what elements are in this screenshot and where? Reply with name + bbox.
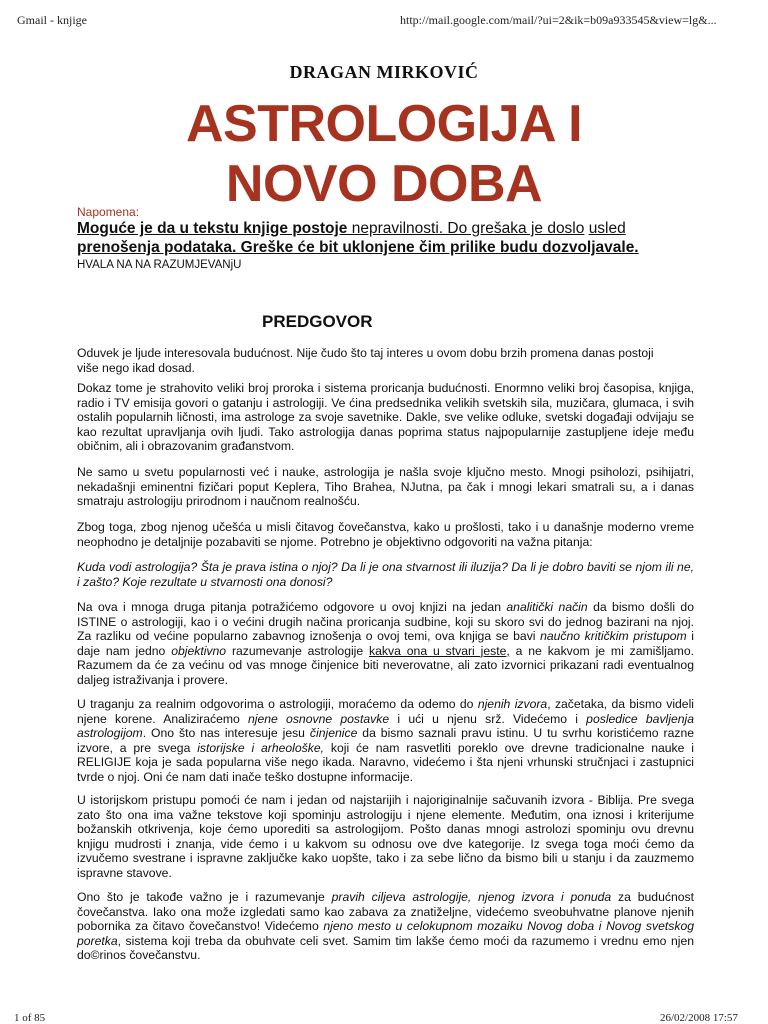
book-title-line-1: ASTROLOGIJA I bbox=[185, 95, 583, 153]
p7-h: činjenice bbox=[309, 726, 358, 741]
p7-c: , začetaka, da bismo videli njene korene. Analiziraćemo bbox=[77, 697, 694, 726]
section-heading: PREDGOVOR bbox=[262, 312, 373, 331]
p9-c: za budućnost čovečanstva. Iako ona može izgledati samo kao zabava za znatiželjne, videćemo sveobuhvatne planove njenih pobornika za čitavo čovečanstvo! Videćemo bbox=[77, 890, 694, 934]
paragraph-3: Ne samo u svetu popularnosti već i nauke, astrologija je našla svoje ključno mesto. Mnogi psiholozi, psihijatri, nekadašnji eminentni fizičari poput Keplera, Tiho Brahea, NJutna, pa čak i mnogi lekari smatrali su, a i danas smatraju astrologiju prirodnom i naučnom realnošću. bbox=[77, 465, 694, 509]
author-name: DRAGAN MIRKOVIĆ bbox=[289, 62, 479, 82]
book-title-line-2: NOVO DOBA bbox=[225, 155, 543, 213]
note-segment: Moguće je da u tekstu knjige postoje bbox=[77, 219, 348, 237]
p7-d: njene osnovne postavke bbox=[248, 711, 390, 726]
p7-j: istorijske i arheološke, bbox=[197, 740, 325, 755]
p7-k: koji će nam rasvetliti poreklo ove drevne tradicionalne nauke i RELIGIJE koja je sada popularna više nego ikada. Naravno, videćemo i šta njeni vrhunski stručnjaci i zastupnici tvrde o njoj. Oni će nam dati inače teško dostupne informacije. bbox=[77, 740, 694, 784]
paragraph-5 bbox=[77, 560, 694, 589]
note-segment: prenošenja podataka. Greške će bit uklonjene čim prilike budu dozvoljavale. bbox=[77, 238, 639, 256]
paragraph-5-text: Kuda vodi astrologija? Šta je prava istina o njoj? Da li je ona stvarnost ili iluzija? Da li je dobro baviti se njom ili ne, i zašto? Koje rezultate u stvarnosti ona donosi? bbox=[77, 560, 694, 589]
p6-c: da bismo došli do ISTINE o astrologiji, kao i o većini drugih načina proricanja sudbine, koji su skoro svi do jednog bazirani na njoj. Za razliku od većine popularno zabavnog iznošenja o ovoj temi, ova knjiga se bavi bbox=[77, 600, 694, 644]
p6-f: objektivno bbox=[171, 643, 227, 658]
p7-f: posledice bavljenja astrologijom bbox=[77, 711, 694, 741]
paragraph-9 bbox=[77, 890, 694, 963]
note-segment: nepravilnosti. Do grešaka je doslo bbox=[347, 219, 585, 237]
p6-g: razumevanje astrologije bbox=[226, 643, 370, 658]
note-label: Napomena: bbox=[77, 205, 140, 219]
p9-d: njeno mesto u celokupnom mozaiku Novog doba i Novog svetskog poretka bbox=[77, 919, 694, 948]
p7-b: njenih izvora bbox=[477, 697, 548, 711]
paragraph-7 bbox=[77, 697, 694, 785]
paragraph-2: Dokaz tome je strahovito veliki broj proroka i sistema proricanja budućnosti. Enormno veliki broj časopisa, knjiga, radio i TV emisija govori o gatanju i astrologiji. Ve ćina predsednika velikih svetskih sila, muzičara, glumaca, i svih ostalih popularnih ličnosti, ima astrologe za svoje savetnike. Dakle, sve velike odluke, svetski događaji odvijaju se kao rezultat upravljanja ovih ljudi. Tako astrologija danas poprima status najpopularnije zastupljene ideje među običnim, ali i obrazovanim građanstvom. bbox=[77, 381, 694, 454]
p7-g: . Ono što nas interesuje jesu bbox=[142, 726, 310, 741]
p6-i: a ne kakvom je mi zamišljamo. Razumem da će za većinu od vas mnoge činjenice biti neverovatne, ali zato izvornici prikazani radi eventualnog daljeg istraživanja i provere. bbox=[77, 643, 694, 687]
note-segment: usled bbox=[588, 219, 626, 237]
p6-b: analitički način bbox=[506, 600, 588, 614]
p9-e: , sistema koji treba da obuhvate celi svet. Samim tim lakše ćemo moći da razumemo i vrednu emo njen do©rinos čovečanstvu. bbox=[77, 933, 694, 963]
paragraph-4: Zbog toga, zbog njenog učešća u misli čitavog čovečanstva, kako u prošlosti, tako i u današnje moderno vreme neophodno je detaljnije pozabaviti se njome. Potrebno je objektivno odgovoriti na važna pitanja: bbox=[77, 520, 694, 549]
p7-a: U traganju za realnim odgovorima o astrologiji, moraćemo da odemo do bbox=[77, 697, 478, 711]
p7-e: i ući u njenu srž. Videćemo i bbox=[389, 711, 587, 726]
p9-b: pravih ciljeva astrologije, njenog izvora i ponuda bbox=[331, 890, 612, 904]
note-block bbox=[77, 206, 677, 271]
p9-a: Ono što je takođe važno je i razumevanje bbox=[77, 890, 332, 904]
note-thanks: HVALA NA NA RAZUMJEVANjU bbox=[77, 258, 242, 271]
p6-e: i daje nam jedno bbox=[77, 629, 694, 658]
note-text bbox=[77, 220, 677, 258]
p7-i: da bismo saznali pravu istinu. U tu svrhu koristićemo razne izvore, a pre svega bbox=[77, 726, 694, 755]
page-counter: 1 of 85 bbox=[14, 1012, 46, 1024]
page-header-url: http://mail.google.com/mail/?ui=2&ik=b09a933545&view=lg&... bbox=[400, 13, 717, 27]
paragraph-1: Oduvek je ljude interesovala budućnost. Nije čudo što taj interes u ovom dobu brzih promena danas postoji više nego ikad dosad. bbox=[77, 346, 654, 375]
p6-a: Na ova i mnoga druga pitanja potražićemo odgovore u ovoj knjizi na jedan bbox=[77, 600, 507, 614]
paragraph-8: U istorijskom pristupu pomoći će nam i jedan od najstarijih i najoriginalnije sačuvanih izvora - Biblija. Pre svega zato što ona ima važne tekstove koji spominju astrologiju i njene elemente. Međutim, ona iznosi i kriterijume božanskih otkrivenja, koje ćemo uporediti sa astrologijom. Pošto danas mnogi astrolozi spominju ovu drevnu knjigu mudrosti i znanja, vide ćemo i u kakvom su odnosu ove dve kategorije. Iz svega toga moći ćemo da izvučemo svestrane i ispravne zaključke kako uopšte, tako i za sebe lično da bismo bili u stanju i da zauzmemo ispravne stavove. bbox=[77, 793, 694, 880]
p6-d: naučno kritičkim pristupom bbox=[540, 629, 687, 644]
page-header-title: Gmail - knjige bbox=[17, 13, 87, 27]
page-timestamp: 26/02/2008 17:57 bbox=[660, 1012, 738, 1024]
paragraph-6 bbox=[77, 600, 694, 688]
p6-h: kakva ona u stvari jeste, bbox=[369, 643, 510, 658]
